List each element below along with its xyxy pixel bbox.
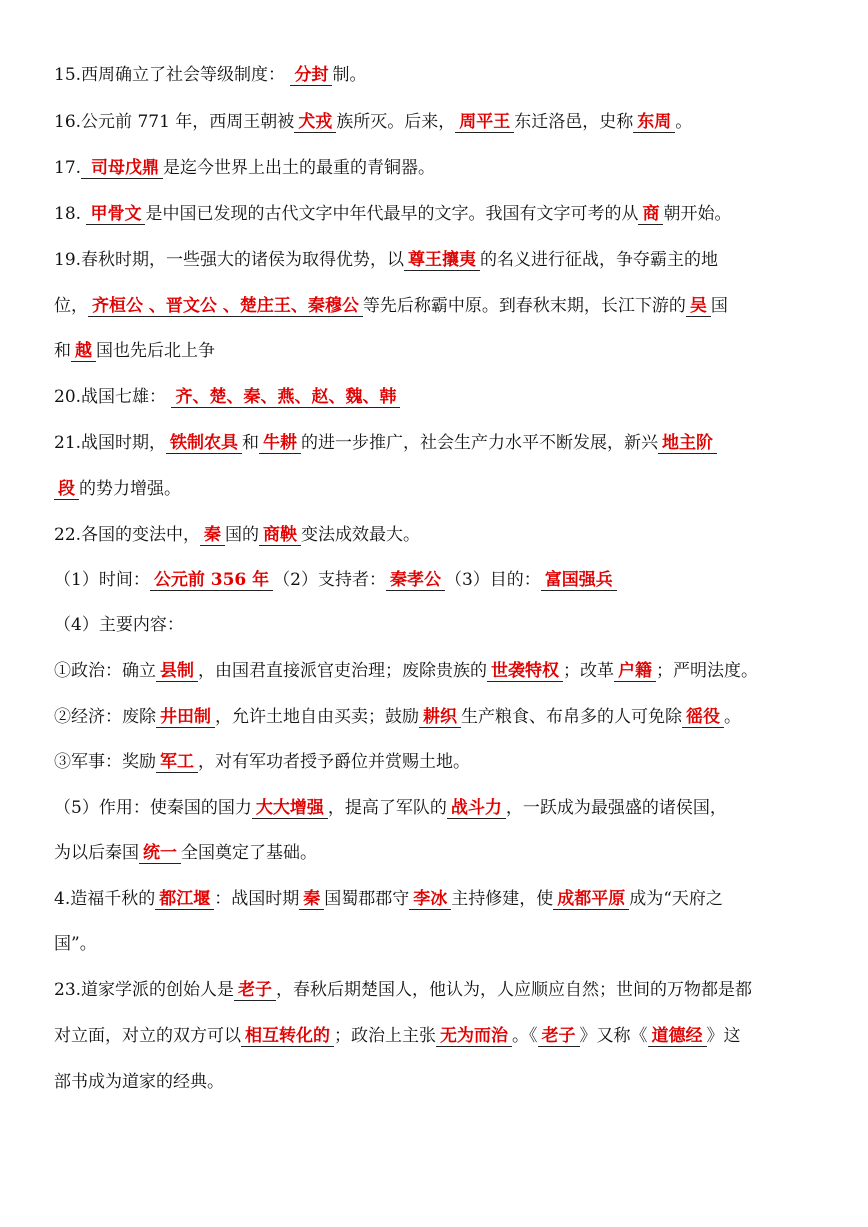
question-text: ；改革 [563,661,614,681]
answer-blank: 大大增强 [252,798,328,819]
answer-blank: 户籍 [614,661,656,682]
answer-blank: 统一 [139,843,181,864]
answer-blank: 分封 [290,65,332,86]
answer-blank: 铁制农具 [166,433,242,454]
answer-blank: 老子 [234,980,276,1001]
answer-blank: 越 [71,341,96,362]
text-line [54,157,828,179]
question-text: 是中国已发现的古代文字中年代最早的文字。我国有文字可考的从 [145,204,639,224]
question-text: 》这 [706,1026,741,1046]
answer-blank: 东周 [633,112,675,133]
question-text: 18. [54,204,87,224]
answer-blank: 徭役 [682,707,724,728]
question-text: 国 [710,296,728,316]
question-text: 的进一步推广，社会生产力水平不断发展，新兴 [301,433,659,453]
text-line [54,660,828,682]
question-text: 主持修建，使 [451,889,554,909]
answer-blank: 秦 [200,525,225,546]
question-text: 全国奠定了基础。 [181,843,317,863]
question-text: 。 [724,707,741,727]
question-text: ，由国君直接派官吏治理；废除贵族的 [198,661,487,681]
answer-blank: 商 [638,204,663,225]
answer-blank: 秦 [299,889,324,910]
text-line [54,249,828,271]
question-text: （2）支持者： [273,570,386,590]
question-text: 17. [54,158,82,178]
question-text: 4.造福千秋的 [54,889,156,909]
answer-blank: 无为而治 [436,1026,512,1047]
text-line [54,295,828,317]
answer-blank: 司母戊鼎 [81,158,163,179]
text-line [54,751,828,773]
question-text: 23.道家学派的创始人是 [54,980,235,1000]
text-line [54,524,828,546]
text-line [54,797,828,819]
question-text: 》又称《 [579,1026,648,1046]
answer-blank: 周平王 [455,112,514,133]
question-text: 16.公元前 771 年，西周王朝被 [54,112,295,132]
question-text: 生产粮食、布帛多的人可免除 [461,707,682,727]
question-text: ：战国时期 [214,889,300,909]
question-text: 19.春秋时期，一些强大的诸侯为取得优势，以 [54,250,405,270]
answer-blank: 耕织 [419,707,461,728]
question-text: 东迁洛邑，史称 [514,112,634,132]
answer-blank: 成都平原 [553,889,629,910]
answer-blank: 商鞅 [259,525,301,546]
answer-blank: 战斗力 [447,798,506,819]
text-line [54,933,828,955]
question-text: （3）目的： [444,570,541,590]
answer-blank: 甲骨文 [86,204,145,225]
question-text: 21.战国时期， [54,433,167,453]
question-text: 朝开始。 [663,204,732,224]
answer-blank: 道德经 [648,1026,707,1047]
answer-blank: 地主阶 [658,433,717,454]
question-text: 。 [675,112,693,132]
question-text: ，允许土地自由买卖；鼓励 [215,707,419,727]
question-text: 的势力增强。 [79,479,181,499]
text-line [54,979,828,1001]
question-text: 国”。 [54,934,97,954]
answer-blank: 吴 [686,296,711,317]
answer-blank: 犬戎 [294,112,336,133]
question-text: 部书成为道家的经典。 [54,1072,224,1092]
question-text: 制。 [332,65,367,85]
text-line [54,1071,828,1093]
question-text: 变法成效最大。 [301,525,421,545]
question-text: 国的 [225,525,260,545]
question-text: ③军事：奖励 [54,752,156,772]
question-text: ，一跃成为最强盛的诸侯国， [505,798,727,818]
question-text: ①政治：确立 [54,661,156,681]
question-text: 。《 [512,1026,538,1046]
question-text: （5）作用：使秦国的国力 [54,798,252,818]
question-text: 等先后称霸中原。到春秋末期，长江下游的 [362,296,686,316]
answer-blank: 军工 [156,752,198,773]
question-text: ，对有军功者授予爵位并赏赐土地。 [198,752,470,772]
question-text: 的名义进行征战，争夺霸主的地 [480,250,719,270]
text-line [54,478,828,500]
question-text: ，提高了军队的 [327,798,447,818]
answer-blank: 尊王攘夷 [404,250,480,271]
text-line [54,569,828,591]
text-line [54,203,828,225]
question-text: 和 [54,341,71,361]
question-text: ②经济：废除 [54,707,156,727]
answer-blank: 老子 [538,1026,580,1047]
answer-blank: 李冰 [409,889,451,910]
question-text: 是迄今世界上出土的最重的青铜器。 [162,158,435,178]
question-text: 22.各国的变法中， [54,525,201,545]
question-text: 15.西周确立了社会等级制度： [54,65,291,85]
text-line [54,1025,828,1047]
answer-blank: 齐、楚、秦、燕、赵、魏、韩 [171,387,400,408]
question-text: ；严明法度。 [656,661,758,681]
answer-blank: 公元前 356 年 [150,570,273,591]
answer-blank: 都江堰 [155,889,214,910]
answer-blank: 齐桓公 、晋文公 、楚庄王、秦穆公 [88,296,363,317]
question-text: ；政治上主张 [334,1026,436,1046]
question-text: 对立面，对立的双方可以 [54,1026,241,1046]
question-text: 和 [242,433,260,453]
question-text: 国蜀郡郡守 [324,889,410,909]
question-text: ，春秋后期楚国人，他认为，人应顺应自然；世间的万物都是都 [276,980,753,1000]
answer-blank: 世袭特权 [487,661,563,682]
question-text: 国也先后北上争 [96,341,215,361]
text-line [54,706,828,728]
text-line [54,432,828,454]
text-line [54,386,828,408]
text-line [54,842,828,864]
answer-blank: 富国强兵 [541,570,617,591]
text-line [54,614,828,636]
question-text: 位， [54,296,88,316]
answer-blank: 相互转化的 [241,1026,334,1047]
text-line [54,340,828,362]
text-line [54,111,828,133]
answer-blank: 县制 [156,661,198,682]
question-text: 为以后秦国 [54,843,139,863]
text-line [54,64,828,86]
answer-blank: 段 [54,479,79,500]
question-text: 族所灭。后来， [336,112,456,132]
answer-blank: 秦孝公 [386,570,445,591]
question-text: （1）时间： [54,570,150,590]
answer-blank: 井田制 [156,707,215,728]
text-line [54,888,828,910]
question-text: 成为“天府之 [629,889,723,909]
question-text: （4）主要内容： [54,615,184,635]
answer-blank: 牛耕 [259,433,301,454]
question-text: 20.战国七雄： [54,387,172,407]
